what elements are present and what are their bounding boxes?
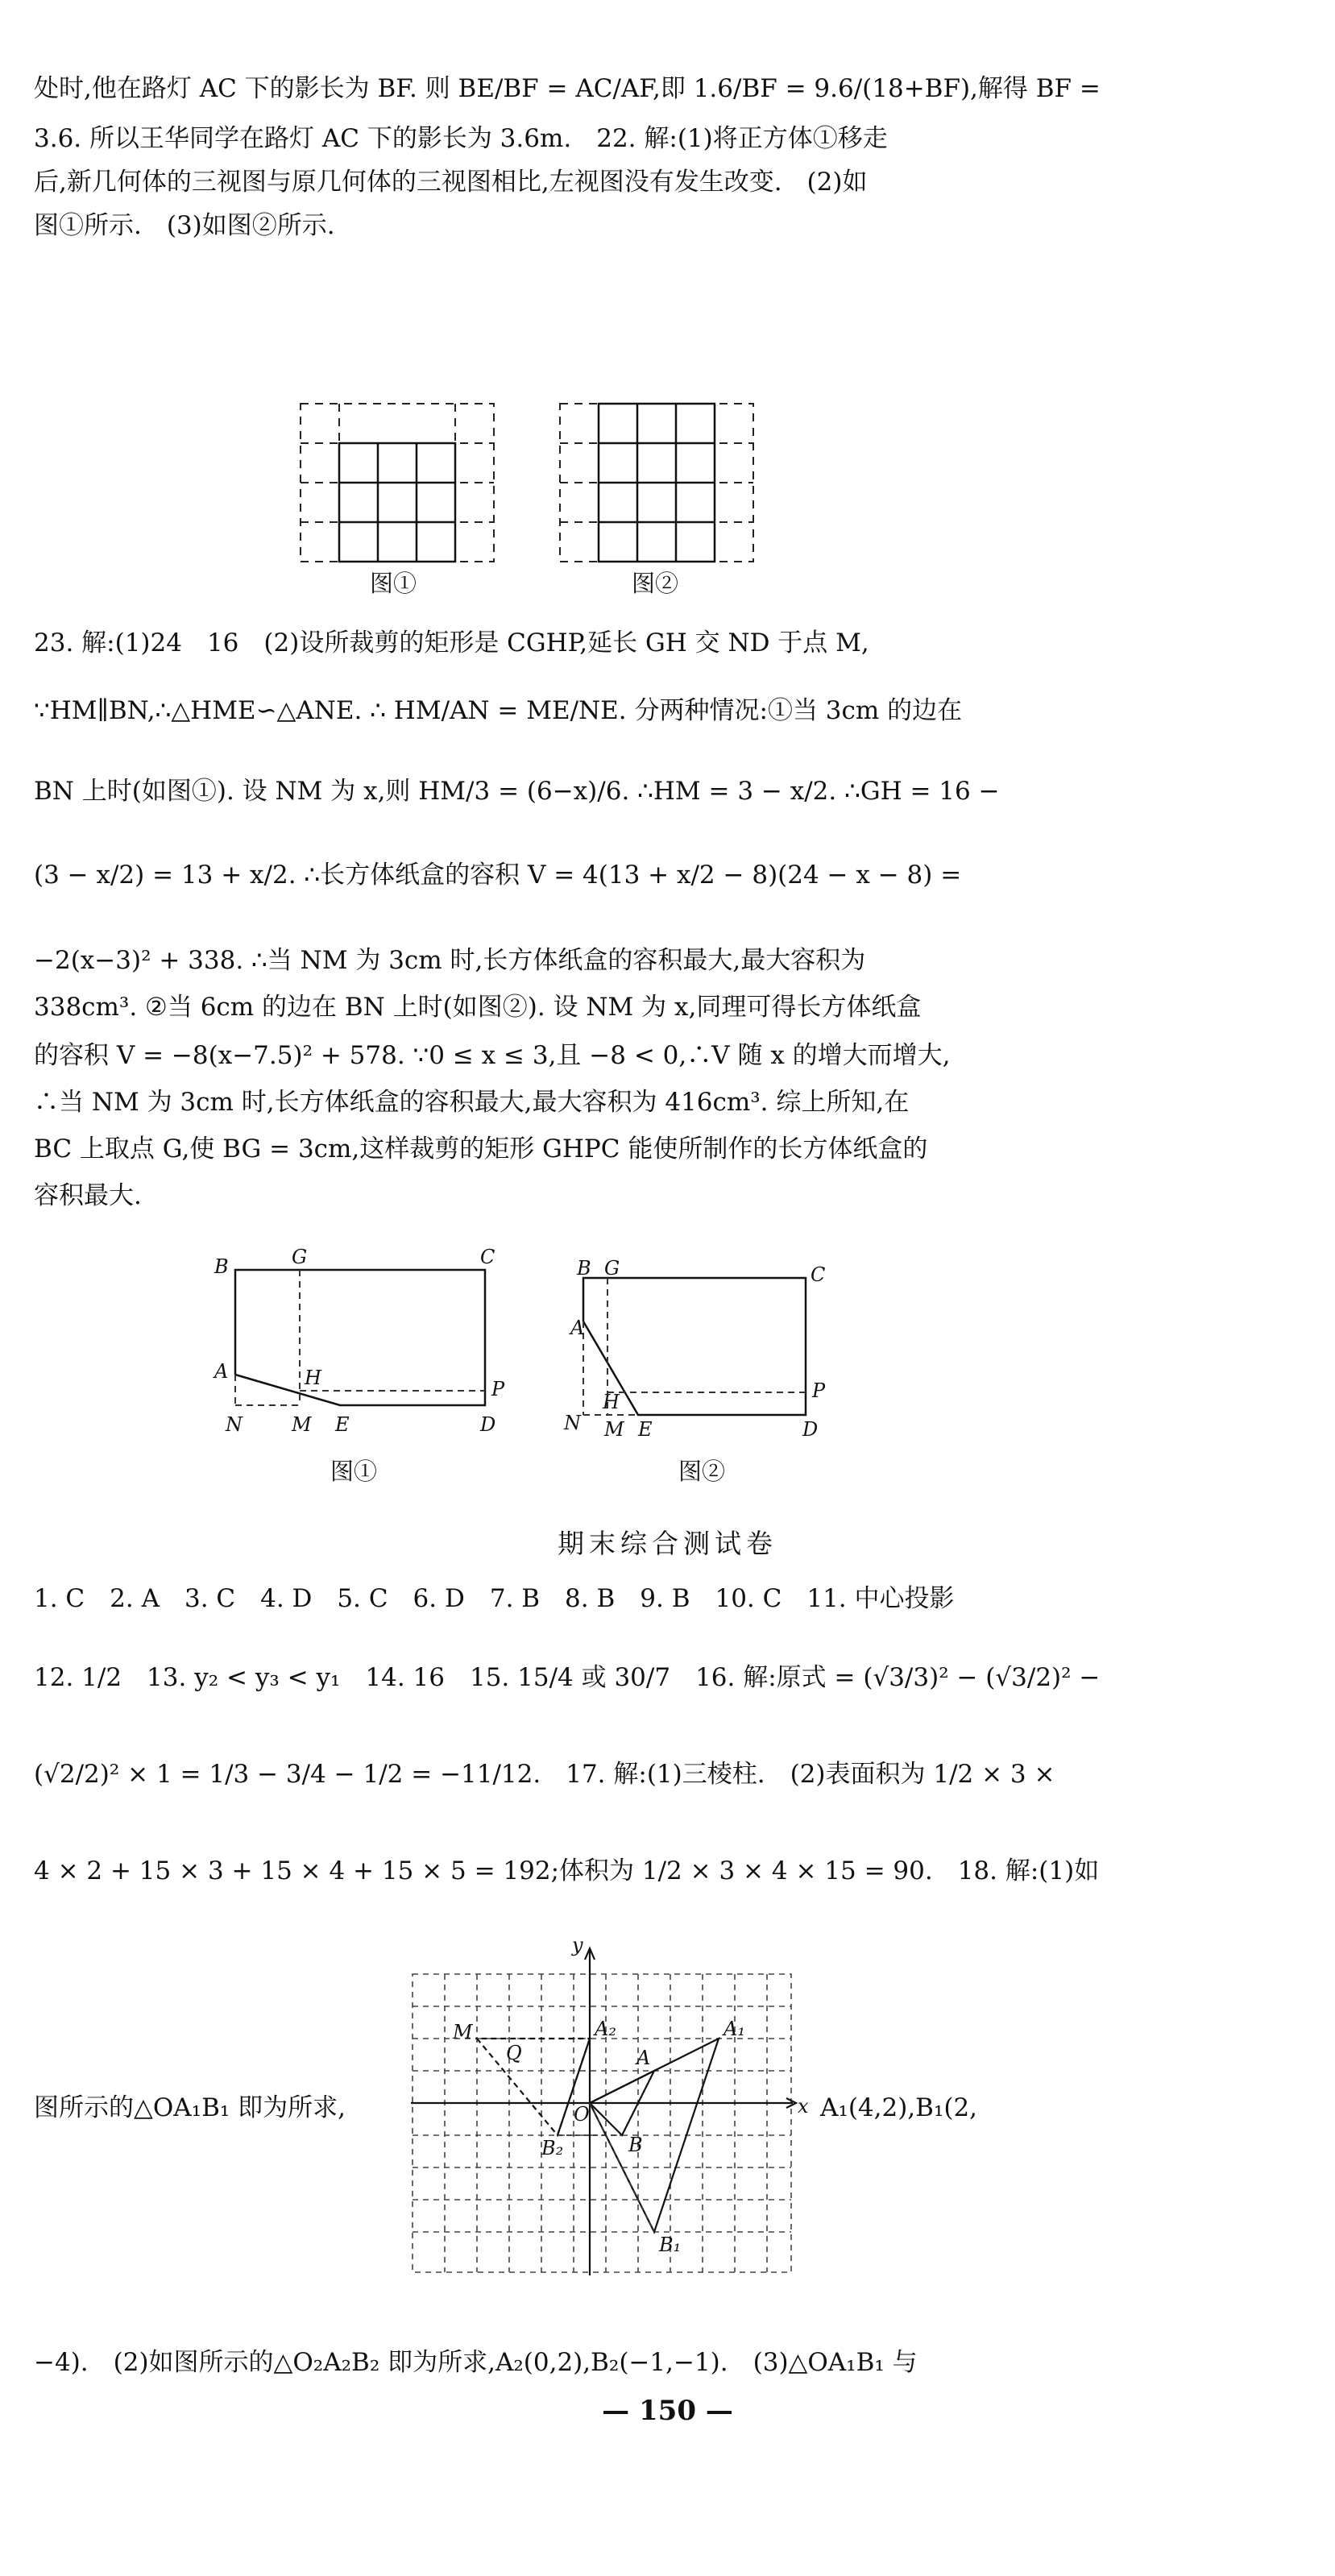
rect1-label-D: D xyxy=(480,1413,496,1436)
text-line-11: 的容积 V = −8(x−7.5)² + 578. ∵0 ≤ x ≤ 3,且 −8 < 0,∴V 随 x 的增大而增大, xyxy=(34,1041,951,1070)
rect1-label-H: H xyxy=(305,1367,321,1389)
rect1-label-P: P xyxy=(491,1378,505,1400)
rect2-label-D: D xyxy=(802,1418,819,1441)
text-line-9: −2(x−3)² + 338. ∴当 NM 为 3cm 时,长方体纸盒的容积最大,最大容积为 xyxy=(34,946,866,975)
rect1-label-M: M xyxy=(292,1413,312,1436)
text-line-19: 图所示的△OA₁B₁ 即为所求, xyxy=(34,2093,346,2122)
grid-label-B2: B₂ xyxy=(541,2137,564,2159)
text-line-5: 23. 解:(1)24 16 (2)设所裁剪的矩形是 CGHP,延长 GH 交 ND 于点 M, xyxy=(34,628,869,657)
rect2-label-M: M xyxy=(604,1418,624,1441)
coordinate-grid-figure xyxy=(403,1934,809,2288)
grid-label-Q: Q xyxy=(506,2042,522,2064)
rect1-label-B: B xyxy=(214,1255,229,1278)
text-line-13: BC 上取点 G,使 BG = 3cm,这样裁剪的矩形 GHPC 能使所制作的长方体纸盒的 xyxy=(34,1135,928,1164)
grid-label-y: y xyxy=(572,1934,583,1956)
grid-label-A2: A₂ xyxy=(595,2018,616,2040)
text-line-4: 图①所示. (3)如图②所示. xyxy=(34,211,335,240)
rect-figure-2 xyxy=(564,1257,870,1450)
text-line-8: (3 − x/2) = 13 + x/2. ∴长方体纸盒的容积 V = 4(13 + x/2 − 8)(24 − x − 8) = xyxy=(34,861,962,890)
rect1-label-C: C xyxy=(480,1246,495,1268)
grid-label-x: x xyxy=(798,2095,809,2118)
rect2-label-B: B xyxy=(577,1257,591,1280)
grid-label-M: M xyxy=(453,2021,473,2043)
text-line-20: A₁(4,2),B₁(2, xyxy=(820,2093,978,2122)
section-title: 期末综合测试卷 xyxy=(558,1528,777,1559)
text-line-12: ∴当 NM 为 3cm 时,长方体纸盒的容积最大,最大容积为 416cm³. 综上所知,在 xyxy=(34,1088,910,1117)
rect2-caption: 图② xyxy=(678,1458,726,1485)
grid-label-O: O xyxy=(574,2103,590,2126)
grid-label-B: B xyxy=(628,2134,643,2156)
text-line-17: (√2/2)² × 1 = 1/3 − 3/4 − 1/2 = −11/12. 17. 解:(1)三棱柱. (2)表面积为 1/2 × 3 × xyxy=(34,1760,1055,1789)
rect2-label-H: H xyxy=(603,1391,620,1413)
grid-label-A: A xyxy=(636,2047,651,2069)
rect1-label-E: E xyxy=(335,1413,350,1436)
rect1-label-G: G xyxy=(292,1246,308,1268)
rect2-label-P: P xyxy=(812,1379,826,1402)
rect1-label-A: A xyxy=(214,1360,229,1383)
text-line-1: 处时,他在路灯 AC 下的影长为 BF. 则 BE/BF = AC/AF,即 1.6/BF = 9.6/(18+BF),解得 BF = xyxy=(34,74,1101,103)
text-line-14: 容积最大. xyxy=(34,1181,142,1210)
rect-figure-1 xyxy=(209,1246,516,1447)
text-line-16: 12. 1/2 13. y₂ < y₃ < y₁ 14. 16 15. 15/4 或 30/7 16. 解:原式 = (√3/3)² − (√3/2)² − xyxy=(34,1663,1101,1692)
text-line-2: 3.6. 所以王华同学在路灯 AC 下的影长为 3.6m. 22. 解:(1)将正方体①移走 xyxy=(34,124,888,153)
text-line-6: ∵HM∥BN,∴△HME∽△ANE. ∴ HM/AN = ME/NE. 分两种情况:①当 3cm 的边在 xyxy=(34,696,963,725)
view1-caption: 图① xyxy=(370,570,417,597)
rect2-label-E: E xyxy=(638,1418,653,1441)
grid-label-B1: B₁ xyxy=(659,2234,682,2256)
rect2-label-A: A xyxy=(570,1317,585,1339)
grid-label-A1: A₁ xyxy=(723,2018,745,2040)
rect2-label-N: N xyxy=(564,1412,581,1434)
rect2-label-G: G xyxy=(604,1257,620,1280)
text-line-21: −4). (2)如图所示的△O₂A₂B₂ 即为所求,A₂(0,2),B₂(−1,−1). (3)△OA₁B₁ 与 xyxy=(34,2348,918,2377)
view2-caption: 图② xyxy=(632,570,679,597)
view-figure-2 xyxy=(556,400,765,566)
text-line-18: 4 × 2 + 15 × 3 + 15 × 4 + 15 × 5 = 192;体积为 1/2 × 3 × 4 × 15 = 90. 18. 解:(1)如 xyxy=(34,1856,1100,1885)
view-figure-1 xyxy=(296,400,506,566)
text-line-15: 1. C 2. A 3. C 4. D 5. C 6. D 7. B 8. B 9. B 10. C 11. 中心投影 xyxy=(34,1584,955,1613)
text-line-10: 338cm³. ②当 6cm 的边在 BN 上时(如图②). 设 NM 为 x,同理可得长方体纸盒 xyxy=(34,993,922,1022)
text-line-3: 后,新几何体的三视图与原几何体的三视图相比,左视图没有发生改变. (2)如 xyxy=(34,168,868,197)
rect1-caption: 图① xyxy=(330,1458,378,1485)
rect2-label-C: C xyxy=(811,1263,826,1286)
text-line-7: BN 上时(如图①). 设 NM 为 x,则 HM/3 = (6−x)/6. ∴HM = 3 − x/2. ∴GH = 16 − xyxy=(34,777,1000,806)
page-number: — 150 — xyxy=(602,2395,733,2427)
rect1-label-N: N xyxy=(226,1413,243,1436)
